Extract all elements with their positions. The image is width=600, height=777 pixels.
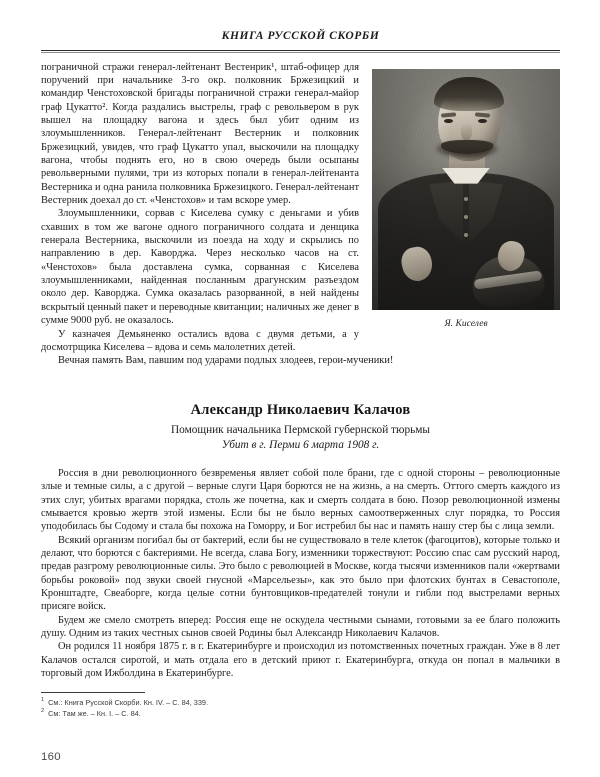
paragraph: Будем же смело смотреть вперед: Россия еще не оскудела честными сынами, готовыми за ее благо положить душу. Одним из таких честных сынов своей Родины был Александр Николаевич Калачов. <box>41 614 560 640</box>
page-number: 160 <box>41 751 61 763</box>
footnote-number: 1 <box>41 696 45 703</box>
portrait-figure <box>372 69 560 330</box>
footnote-separator <box>41 692 145 693</box>
portrait-caption: Я. Киселев <box>444 317 488 329</box>
person-death-note: Убит в г. Перми 6 марта 1908 г. <box>221 439 380 452</box>
footnote-text: См: Там же. – Кн. I. – С. 84. <box>48 709 141 718</box>
paragraph: Он родился 11 ноября 1875 г. в г. Екатеринбурге и происходил из потомственных почетных граждан. Уже в 8 лет Калачов остался сиротой, и мать отдала его в детский приют г. Екатеринбурга, откуда он попал в мальчики в торговый дом Ижболдина в Екатеринбурге. <box>41 641 560 680</box>
footnote-number: 2 <box>41 707 45 714</box>
footnote-area <box>41 692 560 719</box>
top-text-block <box>41 53 560 368</box>
paragraph: У казначея Демьяненко остались вдова с двумя детьми, а у досмотрщика Киселева – вдова и семь малолетних детей. <box>41 328 359 353</box>
paragraph: Всякий организм погибал бы от бактерий, если бы не существовало в теле клеток (фагоцитов), которые только и делают, что борются с бактериями. Не всегда, слава Богу, изменники торжествуют: Россию спас сам русский народ, предав разгрому революционные силы. Это было с революцией в Москве, когда тысячи изменников пали «жертвами борьбы роковой» под звуки своей гнусной «Марсельезы», как это было при флотских бунтах в Севастополе, Кронштадте, Свеаборге, когда целые сотни бунтовщиков-предателей тонули и гибли под выстрелами верных присяге войск. <box>41 534 560 613</box>
section-heading <box>41 368 560 453</box>
paragraph: Россия в дни революционного безвременья являет собой поле брани, где с одной стороны – революционные злые и темные силы, а с другой – верные слуги Царя борются не на жизнь, а на смерть. Оттого смерть каждого из этих слуг, убитых врагами порядка, столь же почетна, как и смерть солдата в бою. Позор революционной измены смывается кровью жертв этой измены. Если бы не было верных самоотверженных слуг порядка, то Россия уподобилась бы Содому и стала бы похожа на Гоморру, и Бог истребил бы нас и память нашу стер бы с лица земли. <box>41 467 560 533</box>
paragraph: Вечная память Вам, павшим под ударами подлых злодеев, герои-мученики! <box>58 355 394 367</box>
running-head: КНИГА РУССКОЙ СКОРБИ <box>221 30 380 42</box>
footnote-text: См.: Книга Русской Скорби. Кн. IV. – С. 84, 339. <box>48 698 208 707</box>
footnote-item <box>41 708 560 719</box>
photo-vignette <box>372 69 560 310</box>
lower-text-block <box>41 453 560 681</box>
page-content <box>41 0 560 777</box>
footnote-item <box>41 697 560 708</box>
portrait-photo <box>372 69 560 310</box>
paragraph: Злоумышленники, сорвав с Киселева сумку с деньгами и убив схавших в том же вагоне одного пограничного солдата и денщика генерала Вестерника, выскочили из поезда на ходу и скрылись по направлению в дер. Каворджа. Через несколько часов на ст. «Ченстохов» была доставлена сумка, сорванная с Киселева злоумышленниками, найденная посланным драгунским разъездом около дер. Каворджа. Сумка оказалась разорванной, в ней найдены вскрытый ценный пакет и переводные квитанции; наличных же денег в сумме 9000 руб. не оказалось. <box>41 208 359 327</box>
person-role: Помощник начальника Пермской губернской тюрьмы <box>171 423 430 436</box>
page-title: Александр Николаевич Калачов <box>190 401 411 418</box>
paragraph: пограничной стражи генерал-лейтенант Вестенрик¹, штаб-офицер для поручений при начальнике 3-го окр. полковник Бржезицкий и командир Ченстоховской бригады пограничной стражи генерал-майор граф Цукатто². Когда раздались выстрелы, граф с револьвером в рук вышел на площадку вагона и здесь был убит одним из злоумышленников. Генерал-лейтенант Вестерник и полковник Бржезицкий, увидев, что граф Цукатто упал, выскочили на площадку вагона, чтобы поднять его, но в свою очередь были осыпаны револьверными пулями, три из которых попали в генерал-лейтенанта Вестерника и одна ранила полковника Бржезицкого. Генерал-лейтенант Вестерник доехал до ст. «Ченстохов» и там вскоре умер. <box>41 61 359 207</box>
